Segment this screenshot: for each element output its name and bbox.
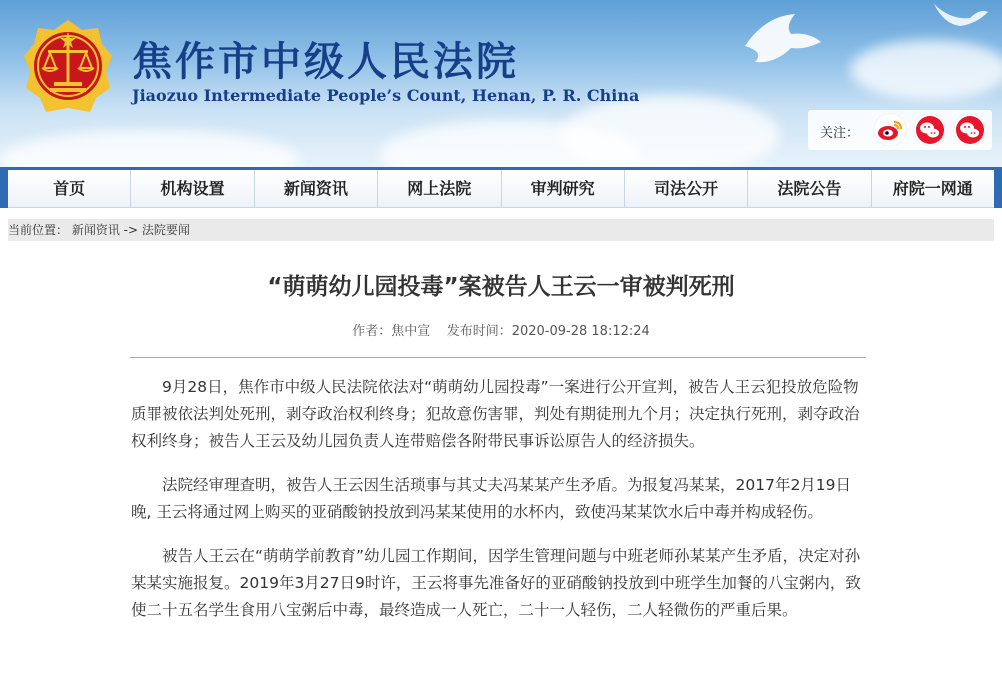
dove-icon	[930, 0, 990, 30]
dove-icon	[735, 6, 825, 66]
breadcrumb	[8, 219, 994, 241]
article-meta: 作者：焦中宣 发布时间：2020-09-28 18:12:24	[352, 324, 650, 339]
cloud-decoration	[0, 130, 300, 167]
article-paragraph: 9月28日，焦作市中级人民法院依法对“萌萌幼儿园投毒”一案进行公开宣判，被告人王云犯投放危险物质罪被依法判处死刑，剥夺政治权利终身；犯故意伤害罪，判处有期徒刑九个月；决定执行死刑，剥夺政治权利终身；被告人王云及幼儿园负责人连带赔偿各附带民事诉讼原告人的经济损失。	[131, 378, 860, 450]
nav-item-court-notices[interactable]: 法院公告	[748, 170, 871, 207]
nav-item-judicial-disclosure[interactable]: 司法公开	[625, 170, 748, 207]
nav-edge	[994, 167, 1002, 208]
breadcrumb-court-news-link[interactable]: 法院要闻	[141, 223, 190, 237]
article-paragraph: 被告人王云在“萌萌学前教育”幼儿园工作期间，因学生管理问题与中班老师孙某某产生矛盾，决定对孙某某实施报复。2019年3月27日9时许，王云将事先准备好的亚硝酸钠投放到中班学生加餐的八宝粥内，致使二十五名学生食用八宝粥后中毒，最终造成一人死亡，二十一人轻伤，二人轻微伤的严重后果。	[131, 547, 861, 619]
court-emblem-icon	[22, 16, 114, 116]
cloud-decoration	[850, 40, 1002, 100]
article-body	[131, 374, 866, 641]
follow-label: 关注：	[820, 126, 860, 141]
site-title-en: Jiaozuo Intermediate People’s Count, Henan, P. R. China	[132, 86, 640, 105]
nav-item-news[interactable]: 新闻资讯	[255, 170, 378, 207]
nav-item-trial-research[interactable]: 审判研究	[502, 170, 625, 207]
nav-item-online-court[interactable]: 网上法院	[378, 170, 501, 207]
breadcrumb-news-link[interactable]: 新闻资讯	[71, 223, 120, 237]
article-title: “萌萌幼儿园投毒”案被告人王云一审被判死刑	[267, 274, 735, 300]
site-title-cn: 焦作市中级人民法院	[132, 38, 519, 85]
cloud-decoration	[560, 95, 780, 167]
wechat-icon[interactable]	[954, 114, 986, 146]
breadcrumb-prefix: 当前位置：	[8, 223, 69, 237]
wechat-icon[interactable]	[914, 114, 946, 146]
follow-box	[808, 110, 992, 150]
weibo-icon[interactable]	[874, 114, 906, 146]
site-header	[0, 0, 1002, 167]
article-paragraph: 法院经审理查明，被告人王云因生活琐事与其丈夫冯某某产生矛盾。为报复冯某某，2017年2月19日晚, 王云将通过网上购买的亚硝酸钠投放到冯某某使用的水杯内，致使冯某某饮水后中毒并构成轻伤。	[131, 476, 852, 521]
breadcrumb-separator: ->	[119, 223, 142, 237]
main-nav	[8, 167, 994, 208]
nav-item-government-portal[interactable]: 府院一网通	[892, 179, 973, 198]
nav-item-home[interactable]: 首页	[8, 170, 131, 207]
nav-item-organization[interactable]: 机构设置	[131, 170, 254, 207]
nav-edge	[0, 167, 8, 208]
divider	[130, 357, 866, 358]
